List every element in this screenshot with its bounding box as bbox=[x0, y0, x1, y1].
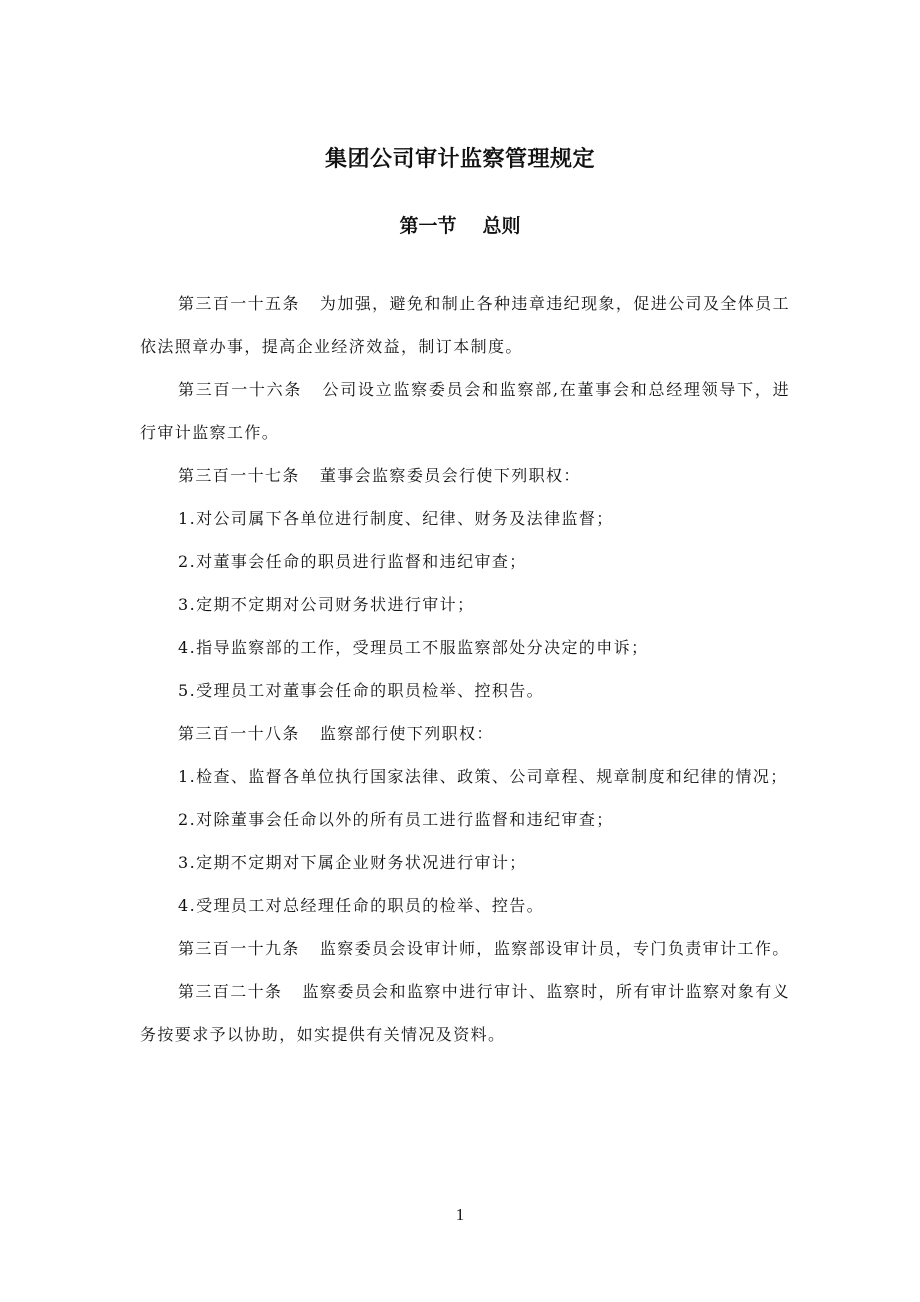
page-number: 1 bbox=[455, 1205, 465, 1224]
list-item: 4.受理员工对总经理任命的职员的检举、控告。 bbox=[178, 896, 545, 915]
list-item: 1.检查、监督各单位执行国家法律、政策、公司章程、规章制度和纪律的情况； bbox=[178, 767, 788, 786]
article-text: 为加强，避免和制止各种违章违纪现象，促进公司及全体员工依法照章办事，提高企业经济效益，制订本制度。 bbox=[140, 294, 790, 356]
article-paragraph bbox=[140, 712, 790, 755]
list-item: 1.对公司属下各单位进行制度、纪律、财务及法律监督； bbox=[178, 509, 614, 528]
article-text: 公司设立监察委员会和监察部,在董事会和总经理领导下，进行审计监察工作。 bbox=[140, 380, 790, 442]
article-label: 第三百一十七条 bbox=[178, 466, 300, 485]
article-paragraph bbox=[140, 454, 790, 497]
list-item: 5.受理员工对董事会任命的职员检举、控积告。 bbox=[178, 681, 545, 700]
article-label: 第三百一十五条 bbox=[178, 294, 300, 313]
article-paragraph bbox=[140, 368, 790, 454]
article-text: 监察委员会和监察中进行审计、监察时，所有审计监察对象有义务按要求予以协助，如实提供有关情况及资料。 bbox=[140, 982, 791, 1044]
section-name: 总则 bbox=[482, 215, 521, 237]
list-item: 3.定期不定期对下属企业财务状况进行审计； bbox=[178, 853, 527, 872]
article-text: 监察部行使下列职权： bbox=[319, 724, 494, 743]
list-item: 4.指导监察部的工作，受理员工不服监察部处分决定的申诉； bbox=[178, 638, 649, 657]
section-heading bbox=[0, 211, 920, 238]
article-paragraph bbox=[140, 927, 790, 970]
article-text: 监察委员会设审计师，监察部设审计员，专门负责审计工作。 bbox=[319, 939, 790, 958]
article-label: 第三百二十条 bbox=[178, 982, 283, 1001]
article-label: 第三百一十九条 bbox=[178, 939, 300, 958]
article-paragraph bbox=[140, 282, 790, 368]
list-item: 3.定期不定期对公司财务状进行审计； bbox=[178, 595, 475, 614]
article-text: 董事会监察委员会行使下列职权： bbox=[319, 466, 581, 485]
list-item: 2.对董事会任命的职员进行监督和违纪审查； bbox=[178, 552, 527, 571]
document-title: 集团公司审计监察管理规定 bbox=[324, 147, 595, 172]
list-item: 2.对除董事会任命以外的所有员工进行监督和违纪审查； bbox=[178, 810, 614, 829]
article-paragraph bbox=[140, 970, 790, 1056]
article-label: 第三百一十六条 bbox=[178, 380, 303, 399]
article-label: 第三百一十八条 bbox=[178, 724, 300, 743]
document-body bbox=[140, 282, 790, 1056]
section-number: 第一节 bbox=[399, 215, 457, 237]
